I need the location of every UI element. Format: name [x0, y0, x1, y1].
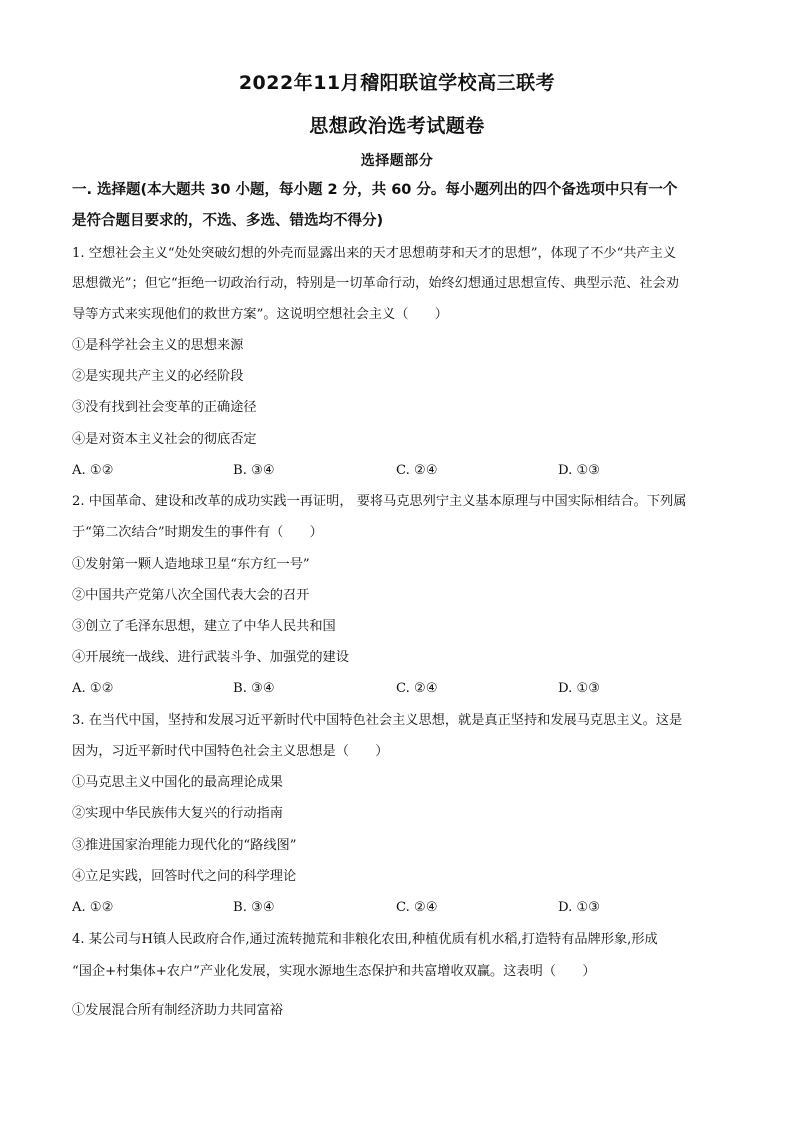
question-1-item-2: ②是实现共产主义的必经阶段: [72, 369, 244, 384]
question-1-stem-line-3: 导等方式来实现他们的救世方案”。这说明空想社会主义（ ）: [72, 307, 448, 322]
question-1-stem-line-2: 思想微光”；但它“拒绝一切政治行动，特别是一切革命行动，始终幻想通过思想宣传、典型示范、社会劝: [72, 276, 679, 291]
question-2-item-2: ②中国共产党第八次全国代表大会的召开: [72, 588, 310, 603]
question-1-option-a[interactable]: A. ①②: [72, 463, 114, 478]
section-heading: [72, 175, 728, 237]
question-1-stem-line-1: 1. 空想社会主义“处处突破幻想的外壳而显露出来的天才思想萌芽和天才的思想”，体现了不少“共产主义: [72, 246, 677, 261]
question-2-item-3: ③创立了毛泽东思想，建立了中华人民共和国: [72, 619, 336, 634]
section-heading-line-2: 是符合题目要求的，不选、多选、错选均不得分): [72, 213, 384, 229]
question-2-option-b[interactable]: B. ③④: [233, 681, 275, 696]
question-1-option-d[interactable]: D. ①③: [558, 463, 601, 478]
question-3-item-4: ④立足实践，回答时代之问的科学理论: [72, 869, 297, 884]
question-2-item-4: ④开展统一战线、进行武装斗争、加强党的建设: [72, 650, 349, 665]
question-3-option-b[interactable]: B. ③④: [233, 900, 275, 915]
question-1-item-4: ④是对资本主义社会的彻底否定: [72, 432, 257, 447]
question-2-stem-line-2: 于“第二次结合”时期发生的事件有（ ）: [72, 525, 323, 540]
question-4-stem-line-1: 4. 某公司与H镇人民政府合作,通过流转抛荒和非粮化农田,种植优质有机水稻,打造特有品牌形象,形成: [72, 932, 658, 947]
question-3-option-a[interactable]: A. ①②: [72, 900, 114, 915]
question-2-item-1: ①发射第一颗人造地球卫星“东方红一号”: [72, 557, 310, 572]
question-3-item-1: ①马克思主义中国化的最高理论成果: [72, 775, 283, 790]
question-1-option-c[interactable]: C. ②④: [396, 463, 438, 478]
question-3-item-2: ②实现中华民族伟大复兴的行动指南: [72, 806, 283, 821]
question-2-option-c[interactable]: C. ②④: [396, 681, 438, 696]
question-2-option-a[interactable]: A. ①②: [72, 681, 114, 696]
question-2-stem-line-1: 2. 中国革命、建设和改革的成功实践一再证明， 要将马克思列宁主义基本原理与中国实际相结合。下列属: [72, 494, 687, 509]
question-3-option-d[interactable]: D. ①③: [558, 900, 601, 915]
question-4-stem-line-2: “国企+村集体+农户”产业化发展，实现水源地生态保护和共富增收双赢。这表明（ ）: [72, 964, 596, 979]
question-1-item-3: ③没有找到社会变革的正确途径: [72, 400, 257, 415]
question-1-option-b[interactable]: B. ③④: [233, 463, 275, 478]
question-1-item-1: ①是科学社会主义的思想来源: [72, 338, 244, 353]
section-heading-line-1: 一. 选择题(本大题共 30 小题，每小题 2 分，共 60 分。每小题列出的四个备选项中只有一个: [72, 182, 678, 198]
question-2-option-d[interactable]: D. ①③: [558, 681, 601, 696]
question-3-stem-line-2: 因为，习近平新时代中国特色社会主义思想是（ ）: [72, 744, 389, 759]
question-3-item-3: ③推进国家治理能力现代化的“路线图”: [72, 838, 297, 853]
part-title: 选择题部分: [360, 153, 434, 169]
page-subtitle: 思想政治选考试题卷: [309, 115, 485, 137]
question-4-item-1: ①发展混合所有制经济助力共同富裕: [72, 1003, 283, 1018]
question-3-stem-line-1: 3. 在当代中国，坚持和发展习近平新时代中国特色社会主义思想，就是真正坚持和发展马克思主义。这是: [72, 713, 683, 728]
question-3-option-c[interactable]: C. ②④: [396, 900, 438, 915]
page-title: 2022年11月稽阳联谊学校高三联考: [238, 72, 556, 94]
